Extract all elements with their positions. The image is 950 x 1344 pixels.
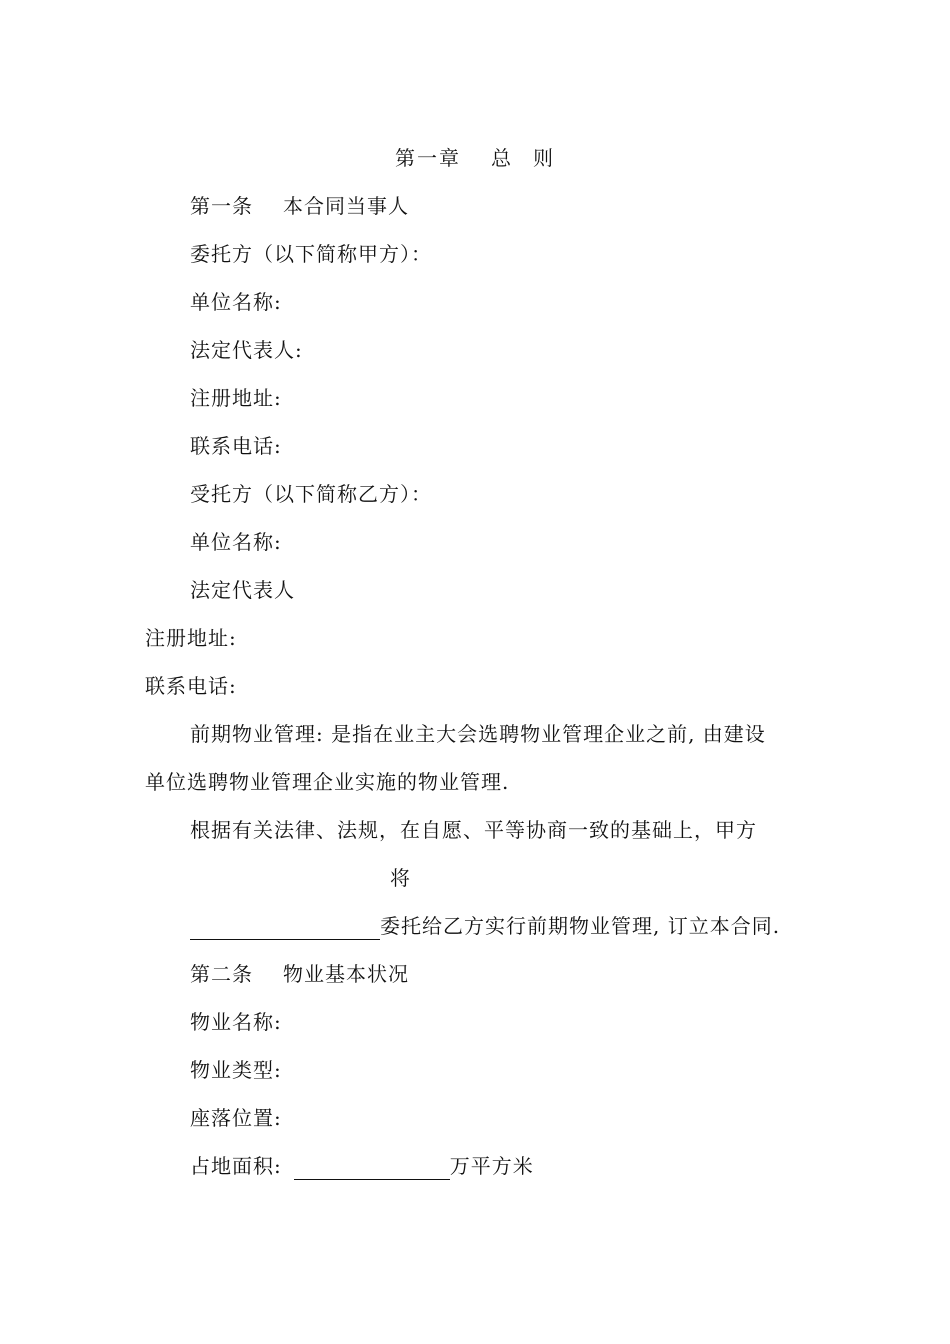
chapter-word-2: 则 — [533, 146, 555, 170]
party-b-reg-address: 注册地址: — [145, 626, 237, 650]
party-b-legal-rep: 法定代表人 — [190, 578, 295, 602]
party-a-label: 委托方（以下简称甲方）： — [190, 242, 432, 266]
basis-line-2: 将 — [390, 866, 411, 890]
definition-line-2: 单位选聘物业管理企业实施的物业管理. — [145, 770, 510, 794]
party-b-unit-name: 单位名称: — [190, 530, 282, 554]
property-area-unit: 万平方米 — [449, 1154, 534, 1178]
article-2-heading — [190, 960, 409, 988]
article-1-title: 本合同当事人 — [283, 194, 409, 218]
party-a-phone: 联系电话: — [190, 434, 282, 458]
basis-line-3-text: 委托给乙方实行前期物业管理, 订立本合同. — [380, 914, 781, 938]
chapter-title — [0, 144, 950, 172]
party-b-label: 受托方（以下简称乙方）： — [190, 482, 432, 506]
article-2-number: 第二条 — [190, 962, 253, 986]
chapter-word-1: 总 — [491, 146, 513, 170]
property-area — [190, 1152, 534, 1180]
article-1-heading — [190, 192, 409, 220]
party-a-unit-name: 单位名称: — [190, 290, 282, 314]
basis-line-1: 根据有关法律、法规，在自愿、平等协商一致的基础上，甲方 — [190, 818, 757, 842]
property-area-label: 占地面积: — [190, 1154, 282, 1178]
party-b-phone: 联系电话: — [145, 674, 237, 698]
party-a-legal-rep: 法定代表人: — [190, 338, 303, 362]
property-name: 物业名称: — [190, 1010, 282, 1034]
property-location: 座落位置: — [190, 1106, 282, 1130]
property-type: 物业类型: — [190, 1058, 282, 1082]
article-1-number: 第一条 — [190, 194, 253, 218]
definition-line-1: 前期物业管理: 是指在业主大会选聘物业管理企业之前, 由建设 — [190, 722, 766, 746]
chapter-number: 第一章 — [395, 146, 461, 170]
basis-line-3 — [190, 912, 780, 940]
article-2-title: 物业基本状况 — [283, 962, 409, 986]
party-a-reg-address: 注册地址: — [190, 386, 282, 410]
fill-in-blank[interactable] — [190, 917, 380, 940]
area-fill-in-blank[interactable] — [294, 1157, 450, 1180]
